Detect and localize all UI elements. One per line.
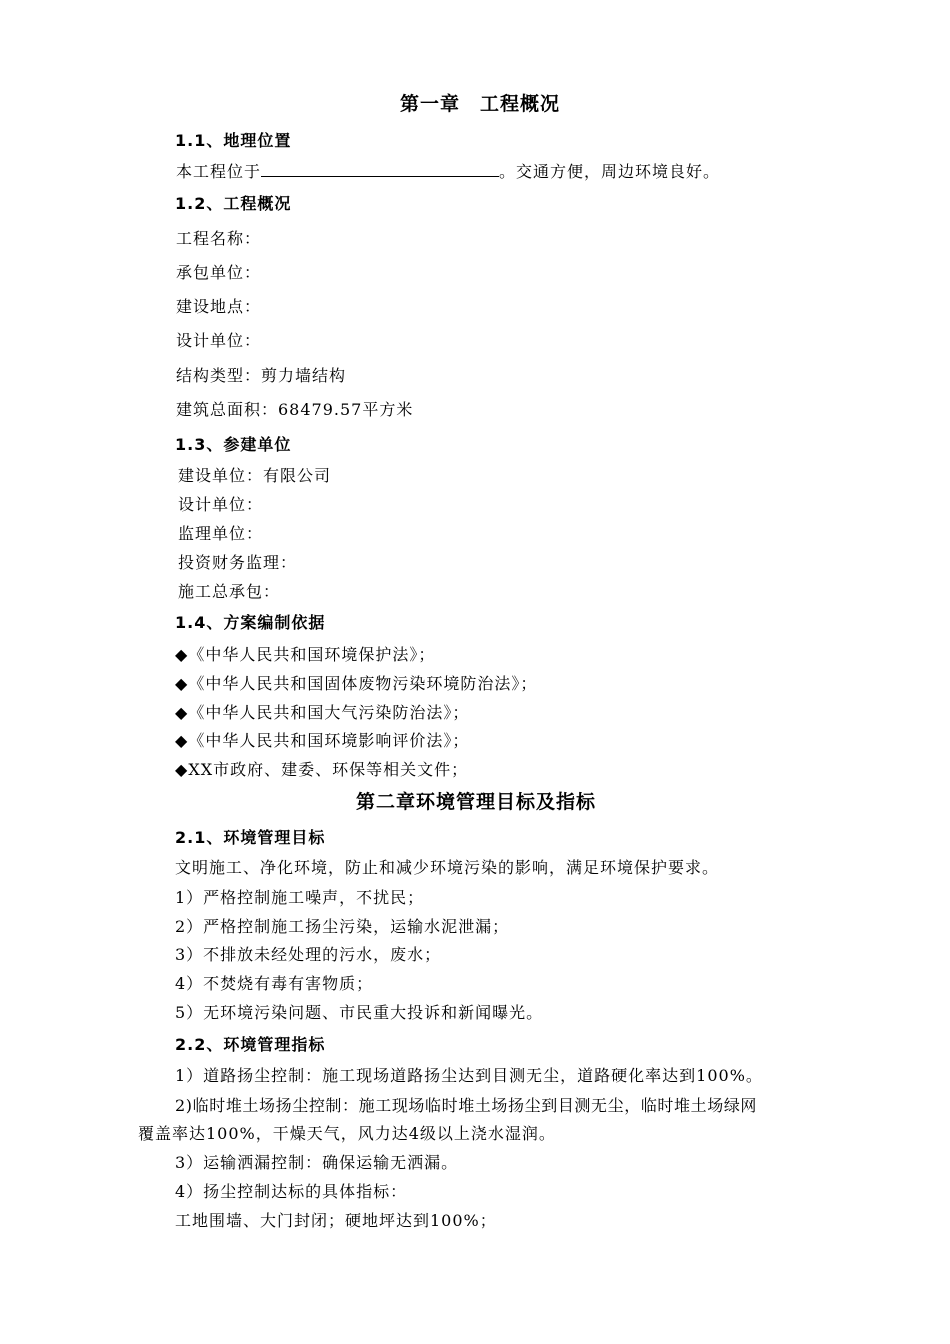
indicator-road-dust: 1）道路扬尘控制：施工现场道路扬尘达到目测无尘，道路硬化率达到100%。 <box>175 1066 763 1085</box>
indicator-dust-specific: 4）扬尘控制达标的具体指标： <box>175 1182 408 1201</box>
indicator-site-enclosure: 工地围墙、大门封闭；硬地坪达到100%； <box>175 1211 497 1230</box>
diamond-bullet-icon: ◆ <box>175 731 189 750</box>
goal-item: 3）不排放未经处理的污水，废水； <box>175 945 442 964</box>
section-1-3-heading: 1.3、参建单位 <box>175 435 292 454</box>
general-contractor: 施工总承包： <box>178 582 281 601</box>
location-suffix: 。交通方便，周边环境良好。 <box>499 162 721 181</box>
chapter1-title: 第一章 工程概况 <box>400 93 561 115</box>
indicator-stockpile-dust: 2)临时堆土场扬尘控制：施工现场临时堆土场扬尘到目测无尘，临时堆土场绿网 <box>175 1096 758 1115</box>
finance-supervision: 投资财务监理： <box>178 553 298 572</box>
basis-item: ◆《中华人民共和国固体废物污染环境防治法》； <box>175 674 538 693</box>
basis-item: ◆XX市政府、建委、环保等相关文件； <box>175 760 469 779</box>
goal-item: 5）无环境污染问题、市民重大投诉和新闻曝光。 <box>175 1003 544 1022</box>
location-blank-field <box>261 162 499 177</box>
design-unit: 设计单位： <box>176 331 262 350</box>
section-2-1-heading: 2.1、环境管理目标 <box>175 828 326 847</box>
construction-site: 建设地点： <box>176 297 262 316</box>
goal-item: 2）严格控制施工扬尘污染，运输水泥泄漏； <box>175 917 510 936</box>
indicator-stockpile-dust-cont: 覆盖率达100%，干燥天气，风力达4级以上浇水湿润。 <box>138 1124 556 1143</box>
location-prefix: 本工程位于 <box>176 162 262 181</box>
goal-item: 4）不焚烧有毒有害物质； <box>175 974 374 993</box>
structure-type: 结构类型：剪力墙结构 <box>176 366 347 385</box>
basis-item: ◆《中华人民共和国大气污染防治法》； <box>175 703 470 722</box>
section-1-1-heading: 1.1、地理位置 <box>175 131 292 150</box>
basis-item: ◆《中华人民共和国环境影响评价法》； <box>175 731 470 750</box>
participant-design-unit: 设计单位： <box>178 495 264 514</box>
indicator-transport-spill: 3）运输洒漏控制：确保运输无洒漏。 <box>175 1153 459 1172</box>
goal-item: 1）严格控制施工噪声，不扰民； <box>175 888 425 907</box>
basis-item: ◆《中华人民共和国环境保护法》； <box>175 645 436 664</box>
supervision-unit: 监理单位： <box>178 524 264 543</box>
owner-unit: 建设单位：有限公司 <box>178 466 332 485</box>
goal-intro: 文明施工、净化环境，防止和减少环境污染的影响，满足环境保护要求。 <box>175 858 720 877</box>
diamond-bullet-icon: ◆ <box>175 760 189 779</box>
diamond-bullet-icon: ◆ <box>175 645 189 664</box>
total-area: 建筑总面积：68479.57平方米 <box>176 400 414 419</box>
section-2-2-heading: 2.2、环境管理指标 <box>175 1035 326 1054</box>
location-line <box>176 162 720 182</box>
project-name: 工程名称： <box>176 229 262 248</box>
diamond-bullet-icon: ◆ <box>175 674 189 693</box>
chapter2-title: 第二章环境管理目标及指标 <box>356 791 597 813</box>
contractor: 承包单位： <box>176 263 262 282</box>
section-1-2-heading: 1.2、工程概况 <box>175 194 292 213</box>
diamond-bullet-icon: ◆ <box>175 703 189 722</box>
section-1-4-heading: 1.4、方案编制依据 <box>175 613 326 632</box>
